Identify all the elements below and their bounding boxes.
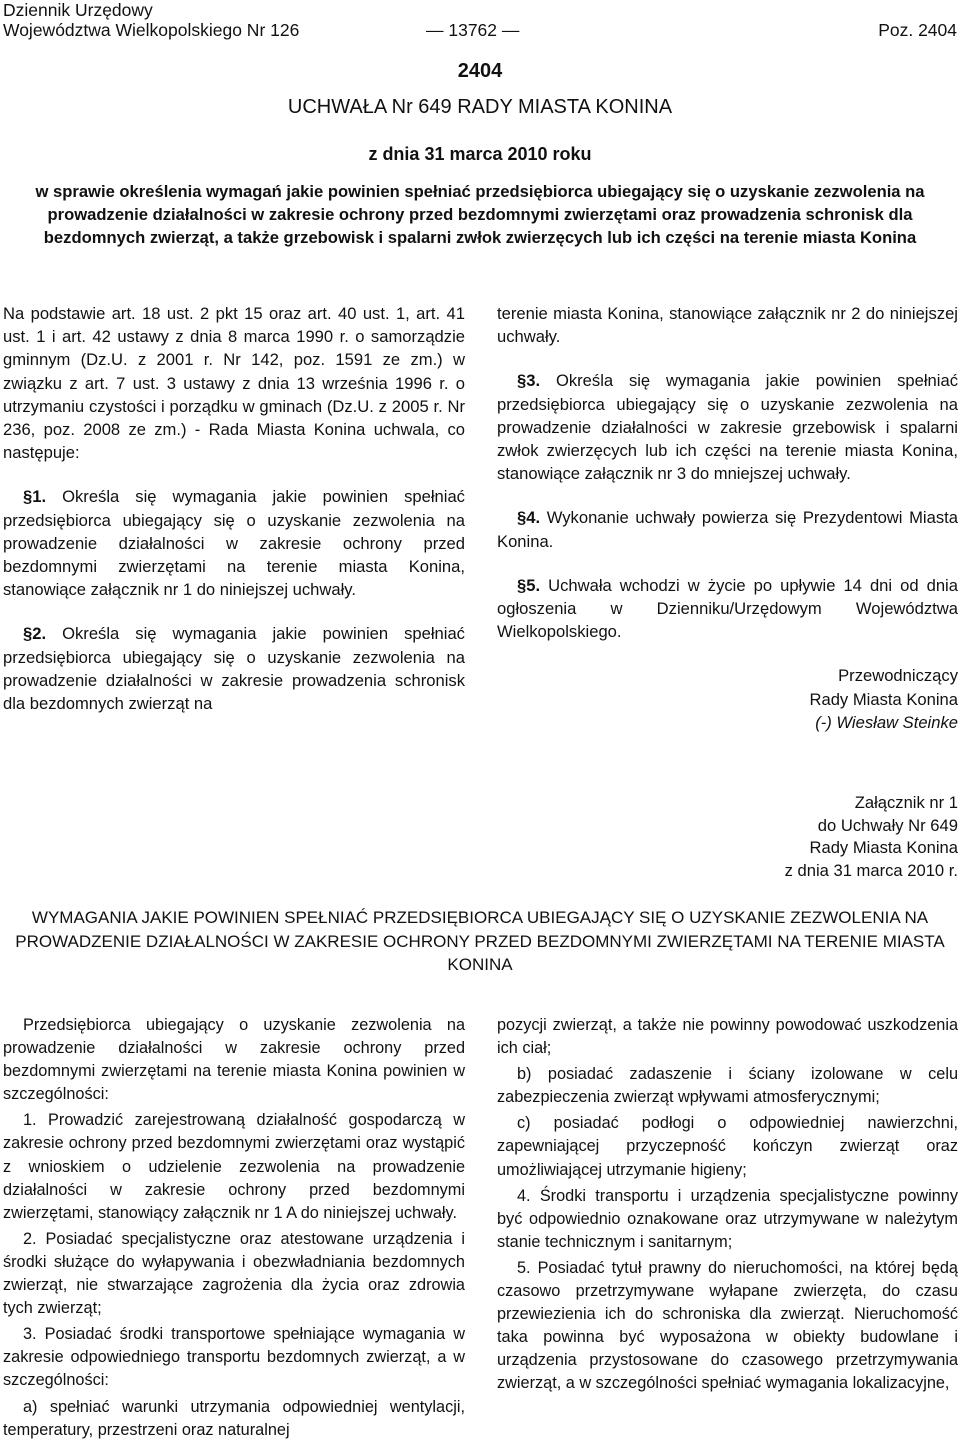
annex-item-4: 4. Środki transportu i urządzenia specjalistyczne powinny być odpowiednio oznakowane oraz utrzymywane w należytym stanie technicznym i sanitarnym; <box>497 1186 958 1251</box>
paragraph-3 <box>497 369 958 485</box>
annex-right-column <box>497 1014 958 1396</box>
paragraph-4-text: Wykonanie uchwały powierza się Prezydentowi Miasta Konina. <box>497 508 958 551</box>
preamble: Na podstawie art. 18 ust. 2 pkt 15 oraz art. 40 ust. 1, art. 41 ust. 1 i art. 42 ustawy z dnia 8 marca 1990 r. o samorządzie gminnym (Dz.U. z 2001 r. Nr 142, poz. 1591 ze zm.) w związku z art. 7 ust. 3 ustawy z dnia 13 września 1996 r. o utrzymaniu czystości i porządku w gminach (Dz.U. z 2005 r. Nr 236, poz. 2008 ze zm.) - Rada Miasta Konina uchwala, co następuje: <box>3 304 465 463</box>
paragraph-2-number: §2. <box>23 624 47 644</box>
resolution-date: z dnia 31 marca 2010 roku <box>368 144 592 164</box>
resolution-left-column <box>3 302 465 715</box>
signature-name: (-) Wiesław Steinke <box>815 712 958 732</box>
paragraph-3-text: Określa się wymagania jakie powinien spełniać przedsiębiorca ubiegający się o uzyskanie zezwolenia na prowadzenie działalności w zakresie grzebowisk i spalarni zwłok zwierzęcych lub ich części na terenie miasta Konina, stanowiące załącznik nr 3 do mniejszej uchwały. <box>497 371 958 484</box>
paragraph-1-number: §1. <box>23 487 47 507</box>
resolution-title: UCHWAŁA Nr 649 RADY MIASTA KONINA <box>287 96 673 118</box>
signature-body: Rady Miasta Konina <box>809 689 958 709</box>
paragraph-2 <box>3 622 465 715</box>
annex-item-1: 1. Prowadzić zarejestrowaną działalność gospodarczą w zakresie ochrony przed bezdomnymi zwierzętami oraz wystąpić z wnioskiem o udzielenie zezwolenia na prowadzenie działalności w zakresie ochrony przed bezdomnymi zwierzętami, stanowiący załącznik nr 1 A do niniejszej uchwały. <box>3 1111 465 1222</box>
paragraph-5 <box>497 574 958 644</box>
annex-item-3: 3. Posiadać środki transportowe spełniające wymagania w zakresie odpowiedniego transportu bezdomnych zwierząt, a w szczególności: <box>3 1325 465 1390</box>
signature-block <box>497 664 958 734</box>
voivodeship-issue: Województwa Wielkopolskiego Nr 126 <box>3 20 300 40</box>
annex-intro: Przedsiębiorca ubiegający o uzyskanie zezwolenia na prowadzenie działalności w zakresie ochrony przed bezdomnymi zwierzętami na terenie miasta Konina powinien w szczególności: <box>3 1016 465 1104</box>
annex-item-2: 2. Posiadać specjalistyczne oraz atestowane urządzenia i środki służące do wyłapywania i obezwładniania bezdomnych zwierząt, nie stwarzające zagrożenia dla życia oraz zdrowia tych zwierząt; <box>3 1229 465 1318</box>
annex-line-3: Rady Miasta Konina <box>809 838 958 857</box>
annex-item-3b: b) posiadać zadaszenie i ściany izolowane w celu zabezpieczenia zwierząt wpływami atmosferycznymi; <box>497 1065 958 1107</box>
annex-line-4: z dnia 31 marca 2010 r. <box>784 860 958 880</box>
annex-item-3a-continued: pozycji zwierząt, a także nie powinny powodować uszkodzenia ich ciał; <box>497 1016 958 1058</box>
paragraph-4-number: §4. <box>517 508 541 528</box>
resolution-position: 2404 <box>457 60 503 82</box>
paragraph-5-number: §5. <box>517 575 541 595</box>
signature-role: Przewodniczący <box>838 666 958 686</box>
paragraph-5-text: Uchwała wchodzi w życie po upływie 14 dni od dnia ogłoszenia w Dzienniku/Urzędowym Województwa Wielkopolskiego. <box>497 575 958 642</box>
annex-line-2: do Uchwały Nr 649 <box>817 815 958 835</box>
paragraph-2-continued: terenie miasta Konina, stanowiące załącznik nr 2 do niniejszej uchwały. <box>497 304 958 347</box>
annex-line-1: Załącznik nr 1 <box>854 793 958 812</box>
page-number: — 13762 — <box>426 20 520 40</box>
annex-title: WYMAGANIA JAKIE POWINIEN SPEŁNIAĆ PRZEDSIĘBIORCA UBIEGAJĄCY SIĘ O UZYSKANIE ZEZWOLENIA NA PROWADZENIE DZIAŁALNOŚCI W ZAKRESIE OCHRONY PRZED BEZDOMNYMI ZWIERZĘTAMI NA TERENIE MIASTA KONINA <box>15 908 945 974</box>
position-number: Poz. 2404 <box>878 20 957 40</box>
paragraph-3-number: §3. <box>517 371 541 391</box>
paragraph-2-text: Określa się wymagania jakie powinien spełniać przedsiębiorca ubiegający się o uzyskanie zezwolenia na prowadzenie działalności w zakresie prowadzenia schronisk dla bezdomnych zwierząt na <box>3 624 465 714</box>
paragraph-4 <box>497 506 958 552</box>
page-header <box>3 0 957 40</box>
annex-item-3c: c) posiadać podłogi o odpowiedniej nawierzchni, zapewniającej przyczepność kończyn zwierząt oraz umożliwiającej utrzymanie higieny; <box>497 1114 958 1179</box>
resolution-subject: w sprawie określenia wymagań jakie powinien spełniać przedsiębiorca ubiegający się o uzyskanie zezwolenia na prowadzenie działalności w zakresie ochrony przed bezdomnymi zwierzętami oraz prowadzenia schronisk dla bezdomnych zwierząt, a także grzebowisk i spalarni zwłok zwierzęcych lub ich części na terenie miasta Konina <box>35 182 925 247</box>
annex-left-column <box>3 1014 465 1442</box>
journal-name: Dziennik Urzędowy <box>3 0 153 20</box>
paragraph-1 <box>3 485 465 601</box>
annex-item-3a: a) spełniać warunki utrzymania odpowiedniej wentylacji, temperatury, przestrzeni oraz naturalnej <box>3 1397 465 1439</box>
annex-reference <box>497 792 958 882</box>
paragraph-1-text: Określa się wymagania jakie powinien spełniać przedsiębiorca ubiegający się o uzyskanie zezwolenia na prowadzenie działalności w zakresie ochrony przed bezdomnymi zwierzętami na terenie miasta Konina, stanowiące załącznik nr 1 do niniejszej uchwały. <box>3 487 465 600</box>
resolution-right-column <box>497 302 958 734</box>
annex-item-5: 5. Posiadać tytuł prawny do nieruchomości, na której będą czasowo przetrzymywane wyłapane zwierzęta, do czasu przewiezienia ich do schroniska dla zwierząt. Nieruchomość taka powinna być wyposażona w obiekty budowlane i urządzenia przystosowane do czasowego przetrzymywania zwierząt, a w szczególności spełniać wymagania lokalizacyjne, <box>497 1258 958 1393</box>
